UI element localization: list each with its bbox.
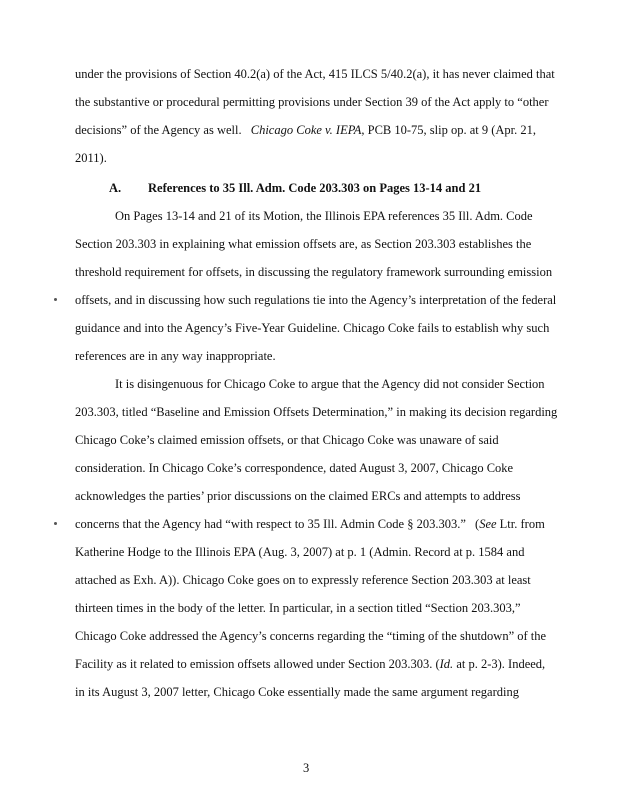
text-segment: decisions” of the Agency as well. bbox=[75, 123, 242, 137]
text-line: Chicago Coke’s claimed emission offsets, or that Chicago Coke was unaware of said bbox=[75, 433, 499, 447]
text-line: threshold requirement for offsets, in discussing the regulatory framework surrounding emission bbox=[75, 265, 553, 279]
text-segment: Facility as it related to emission offsets allowed under Section 203.303. ( bbox=[75, 657, 440, 671]
text-line: 2011). bbox=[75, 151, 107, 165]
text-line: references are in any way inappropriate. bbox=[75, 349, 276, 363]
text-segment: , PCB 10-75, slip op. at 9 (Apr. 21, bbox=[361, 123, 537, 137]
text-line bbox=[75, 122, 536, 138]
text-line: the substantive or procedural permitting provisions under Section 39 of the Act apply to “other bbox=[75, 95, 549, 109]
margin-mark bbox=[54, 522, 57, 525]
section-heading: References to 35 Ill. Adm. Code 203.303 on Pages 13-14 and 21 bbox=[148, 181, 482, 195]
text-line: attached as Exh. A)). Chicago Coke goes on to expressly reference Section 203.303 at least bbox=[75, 573, 531, 587]
margin-mark bbox=[54, 298, 57, 301]
text-line bbox=[75, 656, 545, 672]
text-line: consideration. In Chicago Coke’s correspondence, dated August 3, 2007, Chicago Coke bbox=[75, 461, 514, 475]
page-number: 3 bbox=[303, 761, 310, 775]
text-line: 203.303, titled “Baseline and Emission Offsets Determination,” in making its decision regarding bbox=[75, 405, 558, 419]
case-citation: Chicago Coke v. IEPA bbox=[250, 123, 362, 137]
text-line: Chicago Coke addressed the Agency’s concerns regarding the “timing of the shutdown” of the bbox=[75, 629, 547, 643]
text-line: guidance and into the Agency’s Five-Year Guideline. Chicago Coke fails to establish why such bbox=[75, 321, 550, 335]
text-line: It is disingenuous for Chicago Coke to argue that the Agency did not consider Section bbox=[115, 377, 545, 391]
text-line: Section 203.303 in explaining what emission offsets are, as Section 203.303 establishes the bbox=[75, 237, 532, 251]
text-line: thirteen times in the body of the letter. In particular, in a section titled “Section 203.303,” bbox=[75, 601, 521, 615]
id-citation: Id. bbox=[439, 657, 454, 671]
text-line: On Pages 13-14 and 21 of its Motion, the Illinois EPA references 35 Ill. Adm. Code bbox=[115, 209, 533, 223]
text-segment: Ltr. from bbox=[496, 517, 545, 531]
text-segment: ( bbox=[475, 517, 480, 531]
text-line: offsets, and in discussing how such regulations tie into the Agency’s interpretation of the federal bbox=[75, 293, 557, 307]
text-line: acknowledges the parties’ prior discussions on the claimed ERCs and attempts to address bbox=[75, 489, 521, 503]
signal-citation: See bbox=[479, 517, 497, 531]
section-heading-letter: A. bbox=[109, 181, 122, 195]
text-line bbox=[75, 516, 545, 532]
text-line: in its August 3, 2007 letter, Chicago Coke essentially made the same argument regarding bbox=[75, 685, 519, 699]
text-line: Katherine Hodge to the Illinois EPA (Aug. 3, 2007) at p. 1 (Admin. Record at p. 1584 and bbox=[75, 545, 525, 559]
text-segment: at p. 2-3). Indeed, bbox=[453, 657, 546, 671]
text-segment: concerns that the Agency had “with respect to 35 Ill. Admin Code § 203.303.” bbox=[75, 517, 466, 531]
text-line: under the provisions of Section 40.2(a) of the Act, 415 ILCS 5/40.2(a), it has never claimed that bbox=[75, 67, 555, 81]
